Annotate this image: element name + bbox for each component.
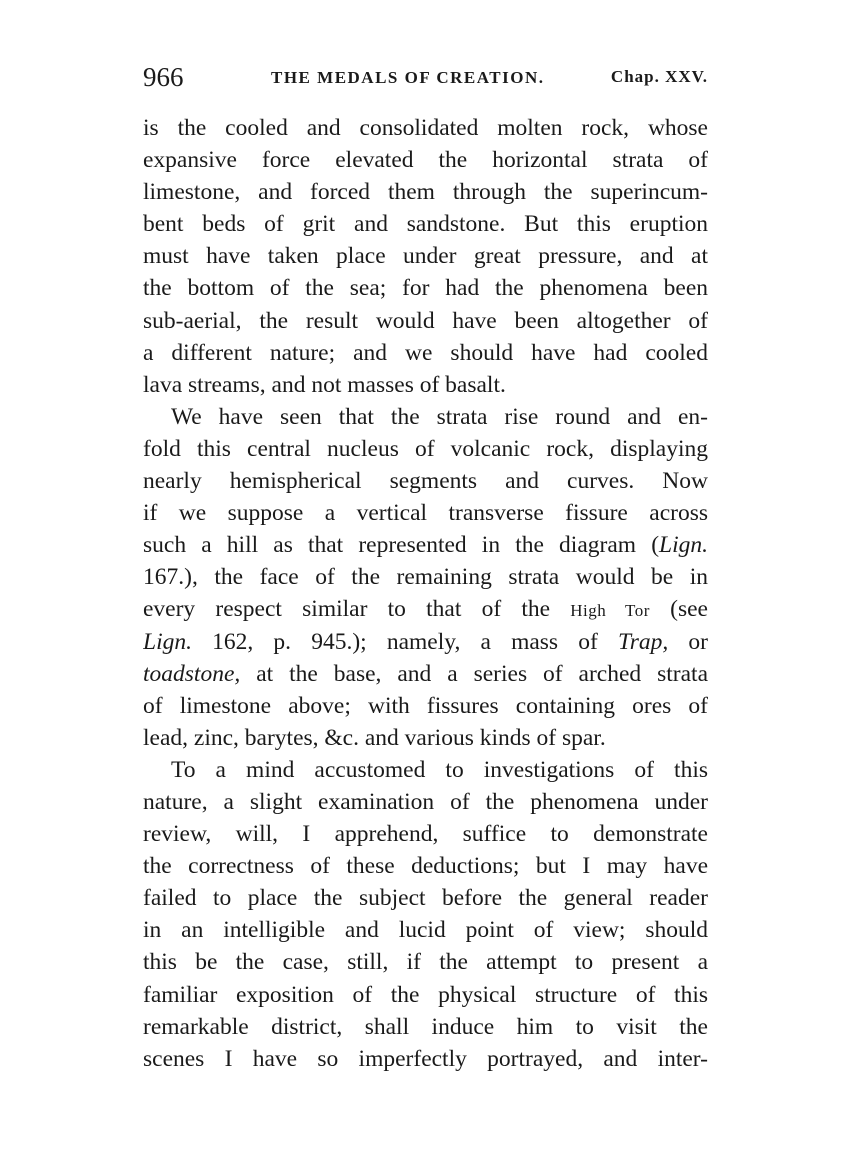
text-line <box>143 529 708 561</box>
text-segment: (see <box>649 596 708 623</box>
chapter-label: Chap. XXV. <box>610 67 708 86</box>
text-line: scenes I have so imperfectly portrayed, and inter- <box>143 1045 708 1072</box>
text-segment: at the base, and a series of arched strata <box>240 660 708 687</box>
text-line: the correctness of these deductions; but I may have <box>143 853 708 880</box>
text-segment: 162, p. 945.); namely, a mass of <box>191 628 618 655</box>
text-segment: every respect similar to that of the <box>143 596 571 623</box>
text-line: We have seen that the strata rise round and en- <box>171 403 708 430</box>
page-header <box>143 62 708 92</box>
text-line: must have taken place under great pressure, and at <box>143 243 708 270</box>
text-line: familiar exposition of the physical structure of this <box>143 981 708 1008</box>
running-title: THE MEDALS OF CREATION. <box>271 68 545 87</box>
text-line: a different nature; and we should have had cooled <box>143 339 708 366</box>
text-line: bent beds of grit and sandstone. But this eruption <box>143 211 708 238</box>
text-line: in an intelligible and lucid point of view; should <box>143 917 708 944</box>
text-line: the bottom of the sea; for had the phenomena been <box>143 275 708 302</box>
text-line: this be the case, still, if the attempt to present a <box>143 949 708 976</box>
text-line: nearly hemispherical segments and curves. Now <box>143 468 708 495</box>
small-caps-name: High Tor <box>570 601 650 621</box>
text-line: remarkable district, shall induce him to visit the <box>143 1013 708 1040</box>
italic-reference: Lign. <box>143 628 192 655</box>
text-line: To a mind accustomed to investigations of this <box>171 756 708 783</box>
text-line: sub-aerial, the result would have been altogether of <box>143 307 708 334</box>
text-line: lead, zinc, barytes, &c. and various kinds of spar. <box>143 724 606 751</box>
text-line <box>143 626 708 658</box>
text-line: review, will, I apprehend, suffice to demonstrate <box>143 821 708 848</box>
body-text <box>143 112 708 1075</box>
text-line: 167.), the face of the remaining strata would be in <box>143 564 708 591</box>
page-number: 966 <box>143 62 184 92</box>
text-line: if we suppose a vertical transverse fissure across <box>143 500 708 527</box>
text-line: nature, a slight examination of the phenomena under <box>143 788 708 815</box>
italic-term: toadstone, <box>143 660 241 687</box>
text-segment: or <box>668 628 708 655</box>
text-line: of limestone above; with fissures containing ores of <box>143 692 708 719</box>
italic-reference: Lign. <box>659 532 708 559</box>
text-line <box>143 593 708 625</box>
text-line: fold this central nucleus of volcanic rock, displaying <box>143 435 708 462</box>
text-line <box>143 658 708 690</box>
text-line: is the cooled and consolidated molten rock, whose <box>143 115 708 141</box>
text-line: expansive force elevated the horizontal strata of <box>143 147 708 174</box>
text-line: failed to place the subject before the general reader <box>143 885 708 912</box>
text-segment: such a hill as that represented in the diagram ( <box>143 532 660 559</box>
text-line: lava streams, and not masses of basalt. <box>143 371 506 398</box>
italic-term: Trap, <box>617 628 669 655</box>
text-line: limestone, and forced them through the superincum- <box>143 179 708 206</box>
